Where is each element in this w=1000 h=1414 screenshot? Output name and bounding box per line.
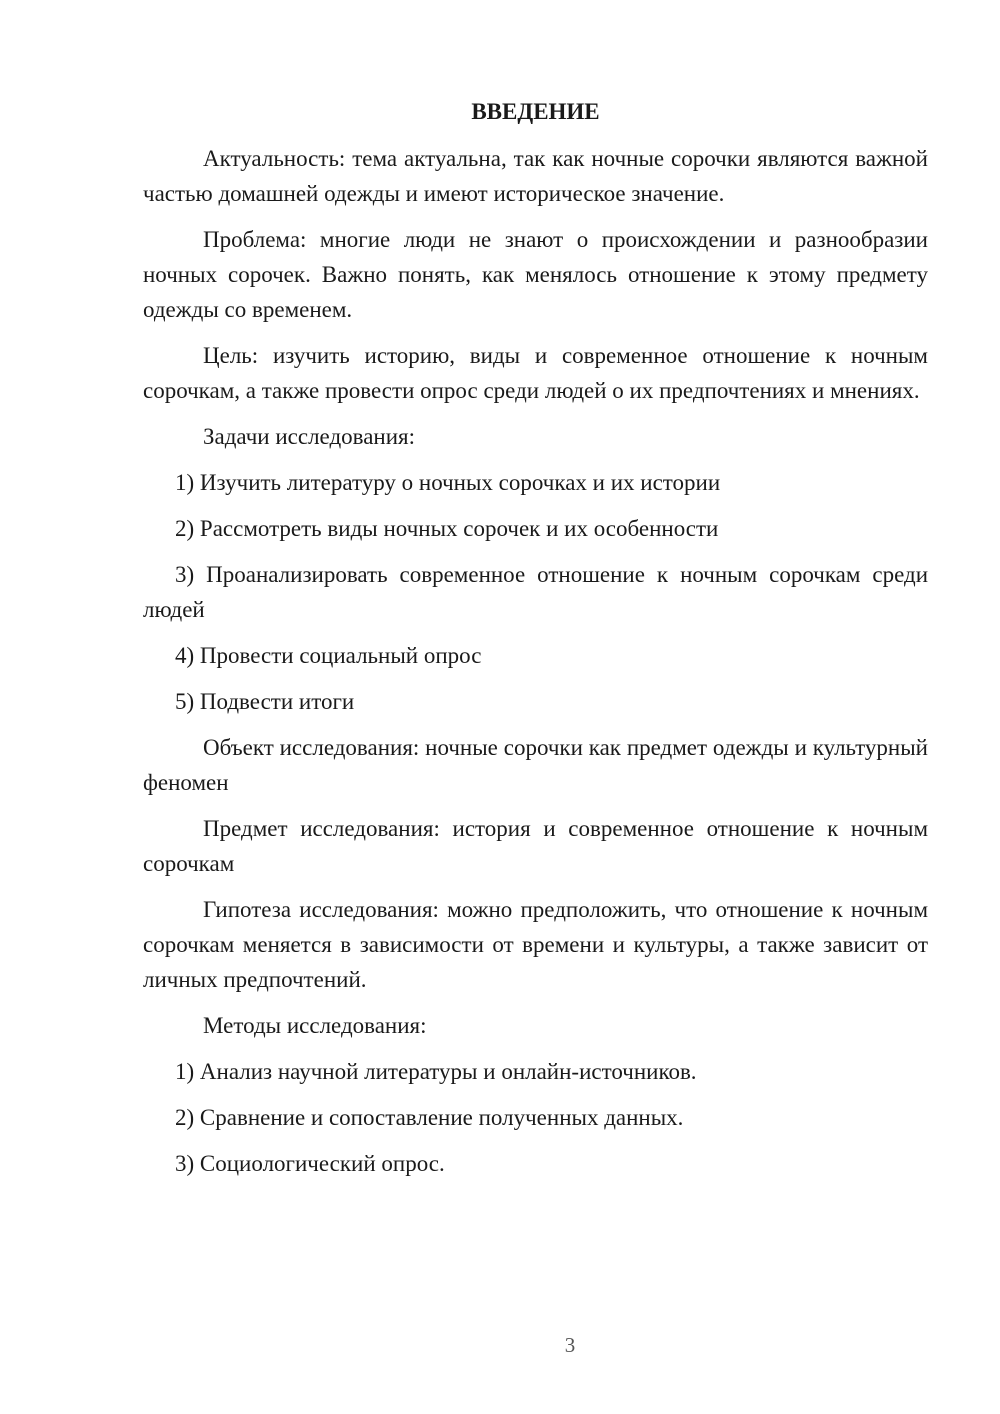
problem-paragraph: Проблема: многие люди не знают о происхождении и разнообразии ночных сорочек. Важно понять, как менялось отношение к этому предмету одежды со временем.	[143, 227, 928, 322]
hypothesis-paragraph: Гипотеза исследования: можно предположить, что отношение к ночным сорочкам меняется в зависимости от времени и культуры, а также зависит от личных предпочтений.	[143, 897, 928, 992]
goal-paragraph: Цель: изучить историю, виды и современное отношение к ночным сорочкам, а также провести опрос среди людей о их предпочтениях и мнениях.	[143, 343, 928, 403]
task-item-3: 3) Проанализировать современное отношение к ночным сорочкам среди людей	[143, 562, 928, 622]
relevance-paragraph: Актуальность: тема актуальна, так как ночные сорочки являются важной частью домашней одежды и имеют историческое значение.	[143, 146, 928, 206]
method-item-3: 3) Социологический опрос.	[175, 1151, 445, 1176]
page-title: ВВЕДЕНИЕ	[471, 99, 600, 124]
document-body	[143, 94, 928, 1192]
method-item-2: 2) Сравнение и сопоставление полученных данных.	[175, 1105, 684, 1130]
subject-paragraph: Предмет исследования: история и современное отношение к ночным сорочкам	[143, 816, 928, 876]
task-item-4: 4) Провести социальный опрос	[175, 643, 482, 668]
tasks-heading: Задачи исследования:	[203, 424, 416, 449]
task-item-1: 1) Изучить литературу о ночных сорочках и их истории	[175, 470, 721, 495]
methods-heading: Методы исследования:	[203, 1013, 427, 1038]
object-paragraph: Объект исследования: ночные сорочки как предмет одежды и культурный феномен	[143, 735, 928, 795]
method-item-1: 1) Анализ научной литературы и онлайн-источников.	[175, 1059, 697, 1084]
task-item-5: 5) Подвести итоги	[175, 689, 355, 714]
page-number: 3	[564, 1333, 576, 1357]
task-item-2: 2) Рассмотреть виды ночных сорочек и их особенности	[175, 516, 719, 541]
